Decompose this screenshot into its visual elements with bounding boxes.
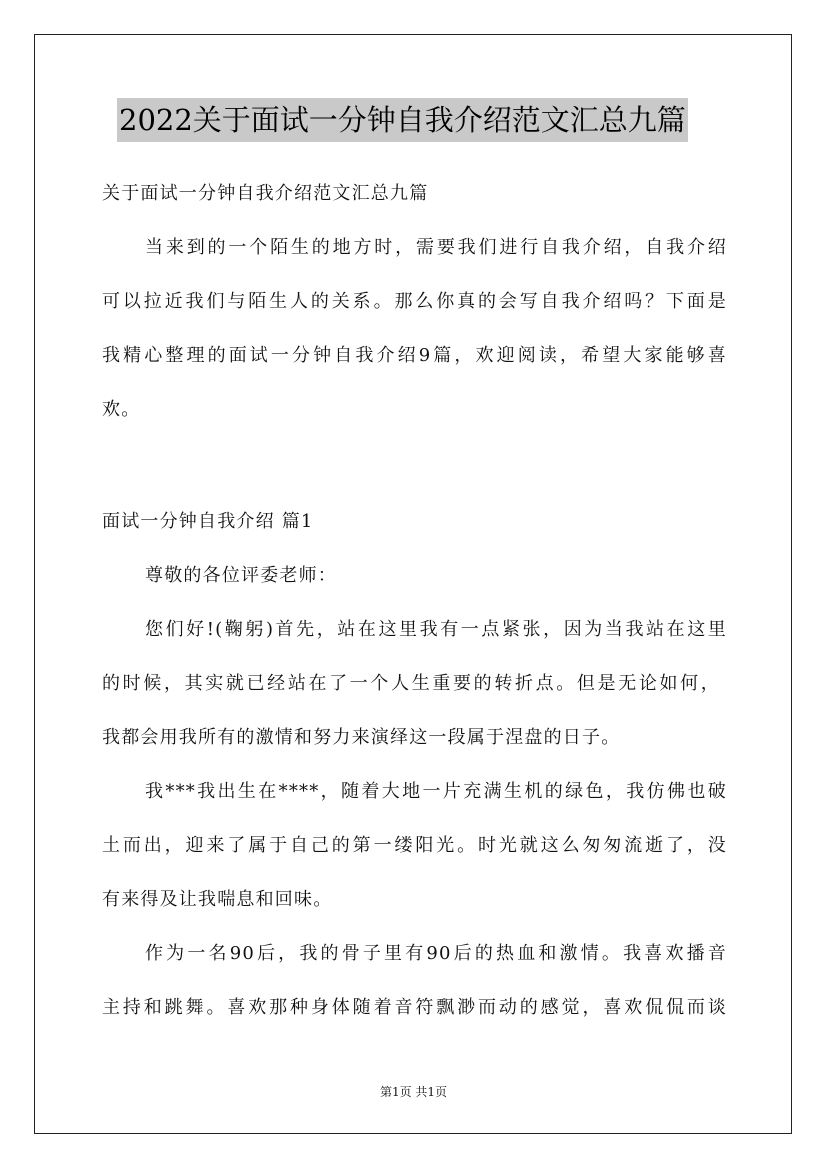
document-title: 2022关于面试一分钟自我介绍范文汇总九篇: [117, 98, 688, 142]
section-heading: 面试一分钟自我介绍 篇1: [102, 511, 314, 532]
paragraph-line: 主持和跳舞。喜欢那种身体随着音符飘渺而动的感觉，喜欢侃侃而谈: [102, 997, 727, 1018]
paragraph-line: 我***我出生在****，随着大地一片充满生机的绿色，我仿佛也破: [145, 781, 727, 802]
greeting: 尊敬的各位评委老师：: [145, 565, 337, 586]
intro-line: 当来到的一个陌生的地方时，需要我们进行自我介绍，自我介绍: [145, 237, 727, 258]
paragraph-line: 作为一名90后，我的骨子里有90后的热血和激情。我喜欢播音: [145, 943, 727, 964]
paragraph-line: 您们好!(鞠躬)首先，站在这里我有一点紧张，因为当我站在这里: [145, 619, 727, 640]
paragraph-line: 的时候，其实就已经站在了一个人生重要的转折点。但是无论如何，: [102, 673, 720, 694]
paragraph-line: 我都会用我所有的激情和努力来演绎这一段属于涅盘的日子。: [102, 727, 621, 748]
intro-line: 可以拉近我们与陌生人的关系。那么你真的会写自我介绍吗？下面是: [102, 291, 727, 312]
paragraph-line: 土而出，迎来了属于自己的第一缕阳光。时光就这么匆匆流逝了，没: [102, 835, 727, 856]
intro-line: 我精心整理的面试一分钟自我介绍9篇，欢迎阅读，希望大家能够喜: [102, 345, 727, 366]
intro-line: 欢。: [102, 399, 141, 420]
paragraph-line: 有来得及让我喘息和回味。: [102, 889, 333, 910]
page-footer: 第1页 共1页: [379, 1085, 448, 1099]
document-subtitle: 关于面试一分钟自我介绍范文汇总九篇: [102, 183, 429, 204]
